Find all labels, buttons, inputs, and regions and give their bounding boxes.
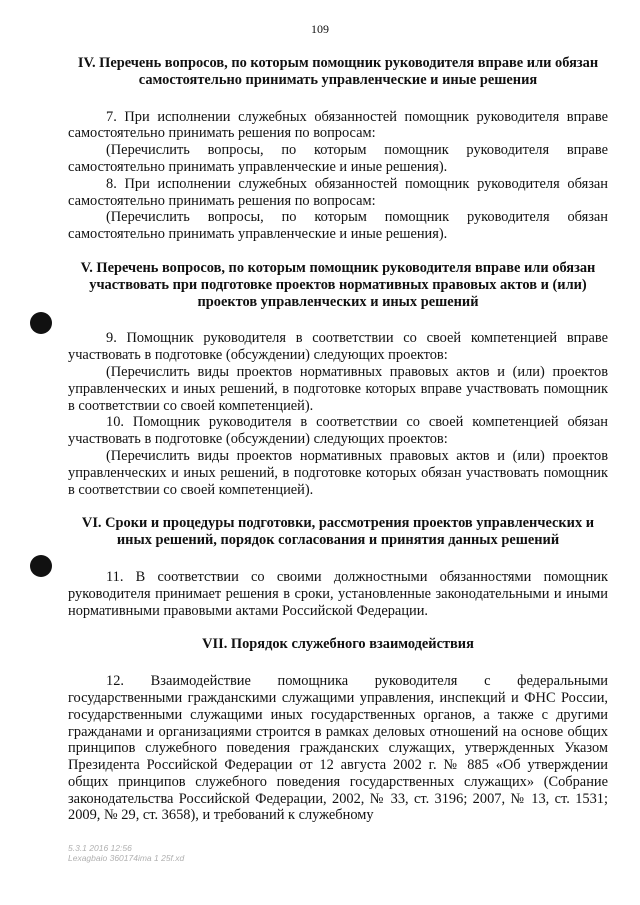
section-6-heading: VI. Сроки и процедуры подготовки, рассмотрения проектов управленческих и иных решений, порядок согласования и принятия данных решений — [81, 515, 595, 549]
document-body — [68, 55, 608, 824]
paragraph-11: 11. В соответствии со своими должностными обязанностями помощник руководителя принимает решения в сроки, установленные законодательными и иными нормативными правовыми актами Российской Федерации. — [68, 568, 608, 619]
punch-hole-mark — [30, 555, 52, 577]
paragraph-10: 10. Помощник руководителя в соответствии со своей компетенцией обязан участвовать в подготовке (обсуждении) следующих проектов: — [68, 414, 608, 448]
footer-stamp — [68, 843, 184, 863]
paragraph-10-note: (Перечислить виды проектов нормативных правовых актов и (или) проектов управленческих и иных решений, в подготовке которых обязан участвовать помощник в соответствии со своей компетенцией). — [68, 447, 608, 498]
paragraph-8: 8. При исполнении служебных обязанностей помощник руководителя обязан самостоятельно принимать решения по вопросам: — [68, 175, 608, 209]
section-5-heading: V. Перечень вопросов, по которым помощник руководителя вправе или обязан участвовать при подготовке проектов нормативных правовых актов и (или) проектов управленческих и иных решений — [80, 259, 596, 310]
paragraph-12: 12. Взаимодействие помощника руководителя с федеральными государственными гражданскими служащими управления, инспекций и ФНС России, государственными служащими иных государственных органов, а также с другими гражданами и организациями строится в рамках деловых отношений на основе общих принципов служебного поведения гражданских служащих, утвержденных Указом Президента Российской Федерации от 12 августа 2002 г. № 885 «Об утверждении общих принципов служебного поведения государственных служащих» (Собрание законодательства Российской Федерации, 2002, № 33, ст. 3196; 2007, № 13, ст. 1531; 2009, № 29, ст. 3658), и требований к служебному — [68, 673, 608, 824]
paragraph-7-note: (Перечислить вопросы, по которым помощник руководителя вправе самостоятельно принимать управленческие и иные решения). — [68, 142, 608, 175]
footer-stamp-line: 5.3.1 2016 12:56 — [68, 843, 132, 853]
page-number: 109 — [311, 22, 329, 36]
section-4-heading: IV. Перечень вопросов, по которым помощник руководителя вправе или обязан самостоятельно принимать управленческие и иные решения — [77, 55, 599, 88]
paragraph-7: 7. При исполнении служебных обязанностей помощник руководителя вправе самостоятельно принимать решения по вопросам: — [68, 108, 608, 142]
punch-hole-mark — [30, 312, 52, 334]
section-7-heading: VII. Порядок служебного взаимодействия — [202, 636, 474, 653]
paragraph-9: 9. Помощник руководителя в соответствии со своей компетенцией вправе участвовать в подготовке (обсуждении) следующих проектов: — [68, 330, 608, 364]
paragraph-8-note: (Перечислить вопросы, по которым помощник руководителя обязан самостоятельно принимать управленческие и иные решения). — [68, 209, 608, 243]
paragraph-9-note: (Перечислить виды проектов нормативных правовых актов и (или) проектов управленческих и иных решений, в подготовке которых вправе участвовать помощник в соответствии со своей компетенцией). — [68, 363, 608, 414]
footer-stamp-line: Lexagbaio 360174ima 1 25f.xd — [68, 853, 185, 863]
